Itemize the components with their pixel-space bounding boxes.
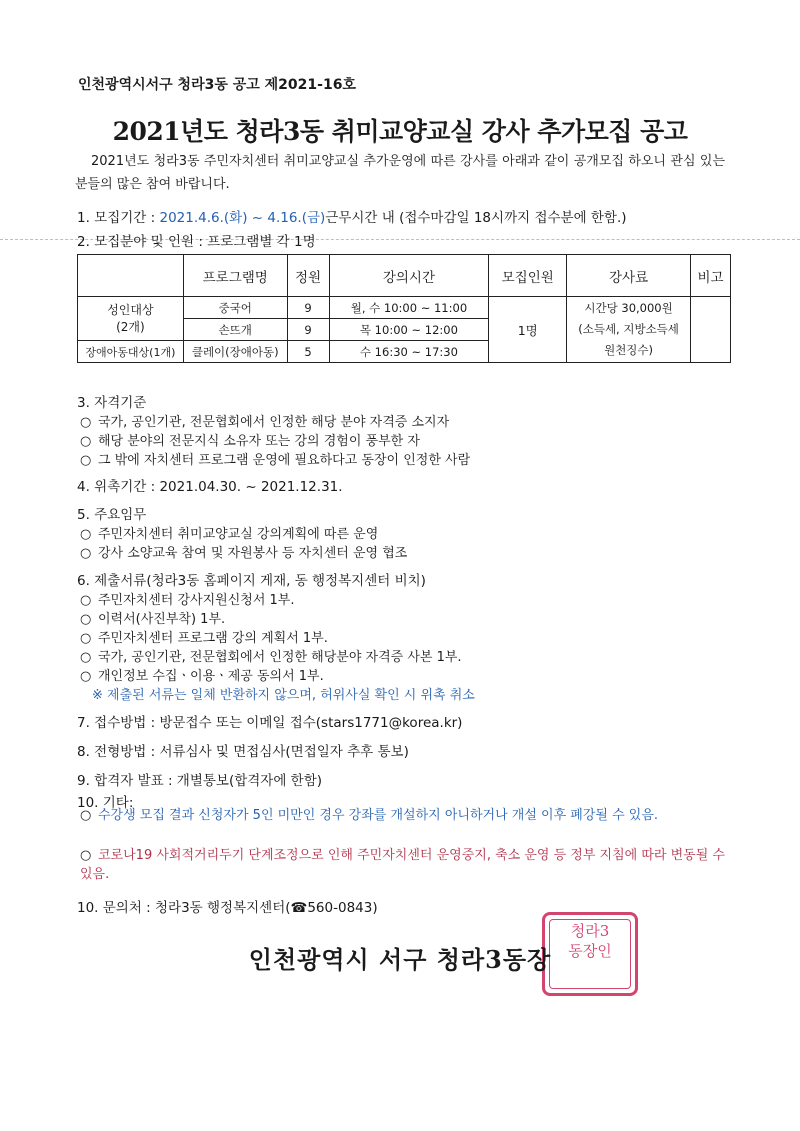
list-item-text: 코로나19 사회적거리두기 단계조정으로 인해 주민자치센터 운영중지, 축소 운영 등 정부 지침에 따라 변동될 수 있음. xyxy=(80,848,725,882)
section-duties: 5. 주요임무 xyxy=(77,507,147,523)
list-item-text: 이력서(사진부착) 1부. xyxy=(98,612,226,627)
group-adult: 성인대상 (2개) xyxy=(78,297,184,341)
bullet-icon: ○ xyxy=(80,527,92,542)
section-submission: 7. 접수방법 : 방문접수 또는 이메일 접수(stars1771@korea.kr) xyxy=(77,715,463,731)
etc-item-covid xyxy=(80,846,730,884)
etc-item-closure xyxy=(80,806,730,825)
table-header: 강의시간 xyxy=(329,255,489,297)
table-row xyxy=(78,297,731,319)
recruit-count: 1명 xyxy=(489,297,567,363)
notice-title: 2021년도 청라3동 취미교양교실 강사 추가모집 공고 xyxy=(112,117,688,146)
list-item xyxy=(80,411,449,430)
list-item-text: 강사 소양교육 참여 및 자원봉사 등 자치센터 운영 협조 xyxy=(98,546,408,561)
bullet-icon: ○ xyxy=(80,650,92,665)
period-dates: 2021.4.6.(화) ~ 4.16.(금) xyxy=(159,210,326,226)
list-item xyxy=(80,430,420,449)
section-qualification: 3. 자격기준 xyxy=(77,395,147,411)
bullet-icon: ○ xyxy=(80,848,92,863)
program-capacity: 9 xyxy=(287,297,329,319)
table-header xyxy=(78,255,184,297)
list-item-text: 수강생 모집 결과 신청자가 5인 미만인 경우 강좌를 개설하지 아니하거나 개설 이후 폐강될 수 있음. xyxy=(98,808,659,823)
fee-line: 원천징수) xyxy=(604,343,654,357)
list-item-text: 주민자치센터 강사지원신청서 1부. xyxy=(98,593,295,608)
list-item xyxy=(80,665,324,684)
bullet-icon: ○ xyxy=(80,631,92,646)
table-header: 비고 xyxy=(690,255,730,297)
table-header-row xyxy=(78,255,731,297)
section-contact: 10. 문의처 : 청라3동 행정복지센터(☎560-0843) xyxy=(77,900,378,916)
program-table xyxy=(77,254,731,363)
table-header: 프로그램명 xyxy=(183,255,287,297)
section-period xyxy=(77,206,627,226)
bullet-icon: ○ xyxy=(80,546,92,561)
bullet-icon: ○ xyxy=(80,808,92,823)
section-announcement: 9. 합격자 발표 : 개별통보(합격자에 한함) xyxy=(77,773,323,789)
list-item-text: 해당 분야의 전문지식 소유자 또는 강의 경험이 풍부한 자 xyxy=(98,434,420,449)
list-item xyxy=(80,646,462,665)
program-time: 목 10:00 ~ 12:00 xyxy=(329,319,489,341)
program-capacity: 5 xyxy=(287,341,329,363)
list-item xyxy=(80,589,294,608)
program-time: 수 16:30 ~ 17:30 xyxy=(329,341,489,363)
bullet-icon: ○ xyxy=(80,415,92,430)
bullet-icon: ○ xyxy=(80,669,92,684)
bullet-icon: ○ xyxy=(80,453,92,468)
list-item xyxy=(80,627,328,646)
period-note: 근무시간 내 (접수마감일 18시까지 접수분에 한함.) xyxy=(325,210,627,226)
list-item-text: 개인정보 수집ㆍ이용ㆍ제공 동의서 1부. xyxy=(98,669,324,684)
list-item xyxy=(80,542,407,561)
list-item-text: 그 밖에 자치센터 프로그램 운영에 필요하다고 동장이 인정한 사람 xyxy=(98,453,471,468)
fee-line: (소득세, 지방소득세 xyxy=(578,322,679,336)
intro-paragraph: 2021년도 청라3동 주민자치센터 취미교양교실 추가운영에 따른 강사를 아래과 같이 공개모집 하오니 관심 있는 분들의 많은 참여 바랍니다. xyxy=(75,154,725,192)
section-term: 4. 위촉기간 : 2021.04.30. ~ 2021.12.31. xyxy=(77,479,343,495)
documents-note: ※ 제출된 서류는 일체 반환하지 않으며, 허위사실 확인 시 위촉 취소 xyxy=(92,688,475,703)
list-item-text: 주민자치센터 프로그램 강의 계획서 1부. xyxy=(98,631,328,646)
remarks xyxy=(690,297,730,363)
section-field: 2. 모집분야 및 인원 : 프로그램별 각 1명 xyxy=(77,234,316,250)
bullet-icon: ○ xyxy=(80,612,92,627)
table-header: 강사료 xyxy=(567,255,691,297)
group-disabled: 장애아동대상(1개) xyxy=(78,341,184,363)
list-item-text: 주민자치센터 취미교양교실 강의계획에 따른 운영 xyxy=(98,527,379,542)
list-item xyxy=(80,608,225,627)
fee-line: 시간당 30,000원 xyxy=(584,301,673,315)
program-capacity: 9 xyxy=(287,319,329,341)
section-etc: 10. 기타: xyxy=(77,795,134,811)
program-name: 클레이(장애아동) xyxy=(183,341,287,363)
section-selection: 8. 전형방법 : 서류심사 및 면접심사(면접일자 추후 통보) xyxy=(77,744,409,760)
seal-text: 청라3 동장인 xyxy=(568,922,612,960)
list-item xyxy=(80,523,378,542)
period-label: 1. 모집기간 : xyxy=(77,210,156,226)
instructor-fee xyxy=(567,297,691,363)
section-documents: 6. 제출서류(청라3동 홈페이지 게재, 동 행정복지센터 비치) xyxy=(77,573,426,589)
list-item xyxy=(80,449,470,468)
program-time: 월, 수 10:00 ~ 11:00 xyxy=(329,297,489,319)
list-item-text: 국가, 공인기관, 전문협회에서 인정한 해당 분야 자격증 소지자 xyxy=(98,415,450,430)
table-header: 모집인원 xyxy=(489,255,567,297)
table-header: 정원 xyxy=(287,255,329,297)
issuer-signature: 인천광역시 서구 청라3동장 xyxy=(248,945,552,974)
list-item-text: 국가, 공인기관, 전문협회에서 인정한 해당분야 자격증 사본 1부. xyxy=(98,650,462,665)
bullet-icon: ○ xyxy=(80,593,92,608)
notice-number: 인천광역시서구 청라3동 공고 제2021-16호 xyxy=(78,77,356,93)
program-name: 손뜨개 xyxy=(183,319,287,341)
bullet-icon: ○ xyxy=(80,434,92,449)
program-name: 중국어 xyxy=(183,297,287,319)
